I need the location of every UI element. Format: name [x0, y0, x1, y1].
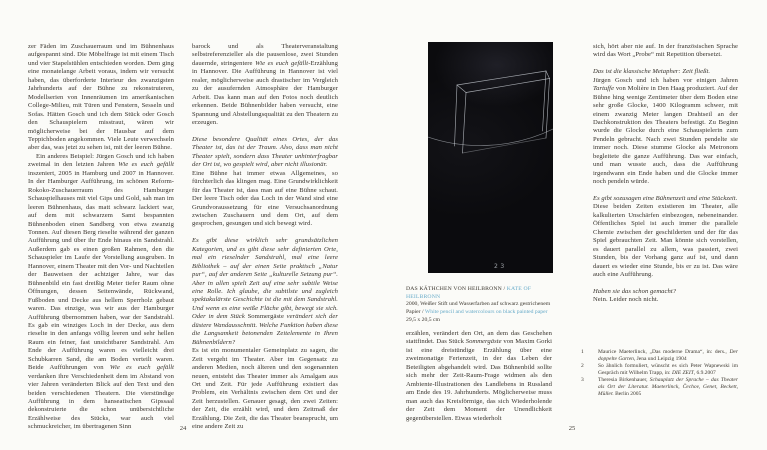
- italic-text-run: verändert sich der düstere Wandausschnitt. Welche Funktion haben diese die Langsamkeit betonenden Zeitelemente in Ihren Bühnenbildern?: [192, 313, 338, 346]
- text-run: Jürgen Gosch und ich haben vor einigen Jahren: [593, 76, 738, 84]
- text-run: inszeniert, 2005 in Hamburg und 2007 in Hannover. In der Hamburger Aufführung, im schönen Reform-Rokoko-Zuschauerraum des Hamburger Schauspielhauses mit viel Gips und Gold, sah man im leeren Bühnenhaus, das matt schwarz lackiert war, auf dem mit schwarzem Samt bespannten Bühnenboden einen Sandberg von etwa zwanzig Tonnen. Auf diesen Berg rieselte während der ganzen Aufführung und über ihr Ende hinaus ein Sandstrahl. Außerdem gab es einen großen Rahmen, den die Schauspieler im Laufe der Vorstellung ausgruben. In Hannover, einem Theater mit den Vor- und Nachteilen der Bauweisen der achtziger Jahre, war das Bühnenbild ein fast dreißig Meter tiefer Raum ohne Öffnungen, dessen Seitenwände, Rückwand, Fußboden und Decke aus hellem Sperrholz gebaut waren. Das einzige, was wir aus der Hamburger Aufführung übernommen haben, war der Sandstrahl. Es gab ein winziges Loch in der Decke, aus dem rieselte in den anfangs völlig leeren und sehr hellen Raum ein feiner, fast unsichtbarer Sandstrahl. Am Ende der Aufführung waren es vielleicht drei Schubkarren Sand, die am Boden verteilt waren. Beide Aufführungen von: [28, 169, 174, 372]
- caption-title-german: DAS KÄTHCHEN VON HEILBRONN /: [406, 286, 507, 292]
- text-run: Es ist ein monumentaler Gemeinplatz zu sagen, die Zeit vergeht im Theater. Aber im Gegensatz zu anderen Medien, noch älteren und den sogenannten neuen, entsteht das Theater immer als Amalgam aus Ort und Zeit. Für jede Aufführung existiert das Problem, ein Verhältnis zwischen dem Ort und der Zeit herzustellen. Genauer gesagt, den zwei Zeiten: der Zeit, die erzählt wird, und dem Zeitmaß der Erzählung. Die Zeit, die das Theater beansprucht, um eine andere Zeit zu: [192, 347, 338, 431]
- footnote-number: 1: [581, 349, 584, 355]
- text-run: erzählen, verändert den Ort, an dem das Geschehen stattfindet. Das Stück: [406, 330, 552, 346]
- italic-text-run: Sommergäste: [465, 338, 502, 346]
- paragraph: [192, 43, 338, 128]
- artwork-inscription: 23: [494, 263, 507, 270]
- text-run: von Molière in Den Haag produziert. Auf der Bühne hing wenige Zentimeter über dem Boden eine sehr große Glocke, 1400 Kilogramm schwer, mit einem zwanzig Meter langen Drahtseil an der Dachkonstruktion des Theaters befestigt. Zu Beginn wurde die Glocke durch eine Schauspielerin zum Pendeln gebracht. Nach zwei Stunden pendelte sie immer noch. Diese stumme Glocke als Metronom begleitete die ganze Aufführung. Das war einfach, und man wusste auch, dass die Aufführung irgendwann ein Ende haben und die Glocke immer noch pendeln würde.: [593, 85, 738, 186]
- text-run: Berlin 2005: [613, 390, 642, 397]
- text-run: So ähnlich formuliert, wünscht es sich Peter Wapnewski im Gespräch mit Wilhelm Trapp, in:: [598, 363, 738, 376]
- footnote-text: [598, 349, 738, 363]
- right-page-column-2: [593, 43, 738, 305]
- footnotes-block: [581, 349, 738, 398]
- text-run: Nein. Leider noch nicht.: [593, 296, 659, 304]
- italic-text-run: DIE ZEIT: [671, 369, 694, 376]
- caption-medium-english: White pencil and watercolours on black painted paper: [424, 309, 548, 316]
- white-pencil-drawing: [428, 42, 553, 273]
- text-run: von Maxim Gorki ist eine dreistündige Erzählung über eine zweimonatige Ferienzeit, in der das Leben der Beteiligten abgehandelt wird. Das Bühnenbild sollte sich mehr der Zeit-Raum-Frage widmen als den Ambiente-Illustrationen des Landlebens in Russland am Ende des 19. Jahrhunderts. Möglicherweise muss man auch das Kreisförmige, das sich Wiederholende der Zeit dem Moment der Unendlichkeit gegenüberstellen. Etwas wiederholt: [406, 338, 552, 422]
- footnote: [581, 377, 738, 397]
- text-run: Maurice Maeterlinck, „Das moderne Drama“, in: ders.,: [598, 349, 730, 355]
- italic-text-run: Das ist die klassische Metapher: Zeit fließt.: [593, 68, 711, 76]
- text-run: sich, hört aber nie auf. In der französischen Sprache wird das Wort „Probe“ mit Repetition übersetzt.: [593, 43, 738, 59]
- footnote-text: [598, 377, 738, 397]
- paragraph: [28, 43, 174, 153]
- paragraph: [593, 68, 738, 76]
- right-page-column-1: [406, 330, 552, 423]
- paragraph: [593, 195, 738, 203]
- italic-text-run: Tartuffe: [593, 85, 615, 93]
- paragraph: [192, 347, 338, 432]
- footnote-text: [598, 363, 738, 377]
- italic-text-run: Der doppelte Garten: [598, 349, 738, 362]
- footnote-number: 3: [581, 377, 584, 384]
- caption-title-line: [406, 286, 558, 301]
- text-run: verdanken ihre Verschiedenheit dem im Abstand von vier Jahren veränderten Blick auf den Text und den beiden verschiedenen Theatern. Die vierstündige Aufführung in dem hanseatischen Gipssaal dekonstruierte die schon unübersichtliche Erzählweise des Stücks, war auch viel schmuckreicher, im übertragenen Sinn: [28, 372, 174, 431]
- artwork-image: [428, 42, 553, 273]
- footnote-number: 2: [581, 363, 584, 370]
- text-run: Ein anderes Beispiel: Jürgen Gosch und ich haben zweimal in den letzten Jahren: [28, 152, 174, 169]
- footnote: [581, 363, 738, 377]
- italic-text-run: Haben sie das schon gemacht?: [593, 287, 677, 295]
- caption-medium-line-1: 2000, Weißer Stift und Wasserfarben auf schwarz gestrichenem: [406, 301, 551, 308]
- artwork-caption: [406, 286, 558, 325]
- paragraph: [593, 43, 738, 60]
- footnote: [581, 349, 738, 363]
- paragraph: [28, 153, 174, 432]
- caption-medium-line-2: [406, 309, 558, 317]
- italic-text-run: Es gibt sozusagen eine Bühnenzeit und eine Stückzeit.: [593, 195, 738, 203]
- italic-text-run: Es gibt diese wirklich sehr grundsätzlichen Kategorien, und es gibt diese sehr definierten Orte, mal ein rieselnder Sandstrahl, mal eine leere Bibliothek – auf der einen Seite praktisch „Natur pur“, auf der anderen Seite „kulturelle Setzung pur“. Aber in allen spielt Zeit auf eine sehr subtile Weise eine Rolle. Ich glaube, die subtilste und zugleich spektakulärste Geschichte ist die mit dem Sandstrahl. Und wenn es eine weiße Fläche gibt, bewegt sie sich. Oder in dem Stück: [192, 237, 338, 321]
- italic-text-run: Wie es euch gefällt: [118, 161, 174, 169]
- left-page-column-2: [192, 43, 338, 432]
- text-run: barock und als Theaterveranstaltung selbstreferenzieller als die pausenlose, zwei Stunden dauernde, stringentere: [192, 43, 338, 67]
- italic-text-run: Schauplatz der Sprache – das Theater als Ort der Literatur. Maeterlinck, Čechov, Genet, Beckett, Müller.: [598, 377, 738, 397]
- paragraph: [593, 203, 738, 279]
- text-run: Theresia Birkenhauer,: [598, 377, 650, 384]
- italic-text-run: Wie es euch gefällt: [109, 364, 174, 372]
- caption-medium-german: Papier /: [406, 309, 425, 316]
- left-page-number: 24: [179, 425, 187, 432]
- paragraph: [192, 170, 338, 229]
- text-run: , 6.9.2007: [693, 369, 716, 376]
- italic-text-run: Wie es euch gefällt: [255, 59, 309, 67]
- left-page-column-1: [28, 43, 174, 432]
- right-page-number: 25: [568, 425, 576, 432]
- paragraph: [406, 330, 552, 423]
- paragraph: [593, 296, 738, 304]
- text-run: -Erzählung in Hannover. Die Aufführung in Hannover ist viel realer, möglicherweise auch drastischer im Vergleich zu der ausufernden Atmosphäre der Hamburger Arbeit. Das kann man auf den Fotos noch deutlich erkennen. Beide Bühnenbilder haben versucht, eine Spannung und Abstellungsqualität zu den Theatern zu erzeugen.: [192, 59, 338, 127]
- caption-dimensions: 29,5 x 20,5 cm: [406, 316, 440, 323]
- text-run: , Jena und Leipzig 1904: [633, 355, 687, 362]
- paragraph: [593, 77, 738, 187]
- text-run: Sommergäste: [247, 313, 284, 321]
- text-run: Diese beiden Zeiten existieren im Theater, alle kalkulierten Unschärfen einbezogen, nebeneinander. Öffentliches Spiel ist auch immer die parallele Chemie zwischen der geschilderten und der für das Spiel gebrauchten Zeit. Man könnte sich vorstellen, es dauert parallel zu allem, was passiert, zwei Stunden, bis der Vorhang ganz auf ist, und dann dauert es wieder eine Stunde, bis er zu ist. Das wäre auch eine Aufführung.: [593, 203, 738, 279]
- paragraph: [192, 237, 338, 347]
- paragraph: [192, 136, 338, 170]
- text-run: zer Fäden im Zuschauerraum und im Bühnenhaus aufgespannt sind. Die Möbelfrage ist mit einem Tisch und vier Stapelstühlen entschieden worden. Dem ging eine monatelange Arbeit voraus, indem wir versucht haben, das überforderte Interieur des zwanzigsten Jahrhunderts auf der Bühne zu rekonstruieren, Modellserien von Innenräumen im amerikanischen College-Milieu, mit Türen und Fenstern, Sesseln und Sofas. Hätten Gosch und ich dem Stück oder Gosch den Schauspielern misstraut, wären wir möglicherweise bei der Hausbar auf dem Teppichboden angekommen. Viele Leute verwechseln aber das, was jetzt zu sehen ist, mit der leeren Bühne.: [28, 43, 174, 152]
- caption-title-english: KATE OF HEILBRONN: [406, 286, 532, 300]
- text-run: Eine Bühne hat immer etwas Allgemeines, so fürchterlich das klingen mag. Eine Grundwirklichkeit für das Theater ist, dass man auf eine Bühne schaut. Der leere Tisch oder das Loch in der Wand sind eine Grundvoraussetzung für eine Versuchsanordnung zwischen Zuschauern und dem Ort, auf dem gesprochen, gesungen und sich bewegt wird.: [192, 169, 338, 228]
- paragraph: [593, 288, 738, 296]
- italic-text-run: Diese besondere Qualität eines Ortes, der das Theater ist, das ist der Traum. Also, dass man nicht Theater spielt, sondern dass Theater unhinterfragbar der Ort ist, wo gespielt wird, aber nicht illusionär.: [192, 135, 338, 169]
